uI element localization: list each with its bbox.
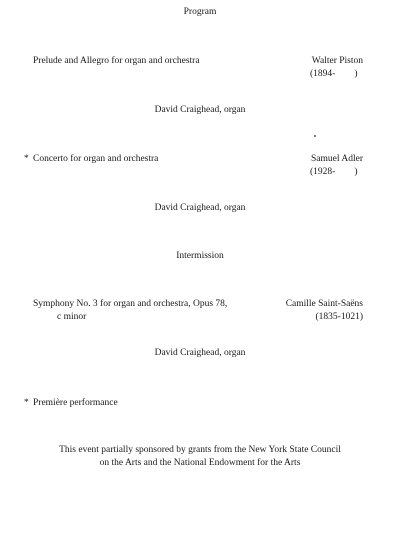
work-2-dates: (1928- )	[310, 167, 358, 177]
footnote-text: Première performance	[33, 398, 118, 408]
work-2-title: Concerto for organ and orchestra	[33, 154, 159, 164]
sponsor-line1: This event partially sponsored by grants from the New York State Council	[59, 445, 341, 455]
program-heading: Program	[183, 7, 217, 17]
work-2-composer: Samuel Adler	[311, 154, 363, 164]
work-1-dates: (1894- )	[310, 69, 358, 79]
work-1-title: Prelude and Allegro for organ and orchestra	[33, 56, 200, 66]
final-work-dates: (1835-1021)	[315, 312, 363, 322]
final-work-title-line2: c minor	[57, 312, 87, 322]
work-1-composer: Walter Piston	[311, 56, 363, 66]
ink-speck	[314, 135, 316, 137]
work-2-performer: David Craighead, organ	[154, 203, 246, 213]
work-2-marker: *	[24, 154, 29, 164]
footnote-marker: *	[24, 398, 29, 408]
final-work-composer: Camille Saint-Saëns	[285, 299, 363, 309]
final-work-performer: David Craighead, organ	[154, 348, 246, 358]
final-work-title-line1: Symphony No. 3 for organ and orchestra, Opus 78,	[33, 299, 228, 309]
work-1-performer: David Craighead, organ	[154, 105, 246, 115]
sponsor-line2: on the Arts and the National Endowment for the Arts	[99, 458, 301, 468]
intermission-label: Intermission	[176, 251, 224, 261]
